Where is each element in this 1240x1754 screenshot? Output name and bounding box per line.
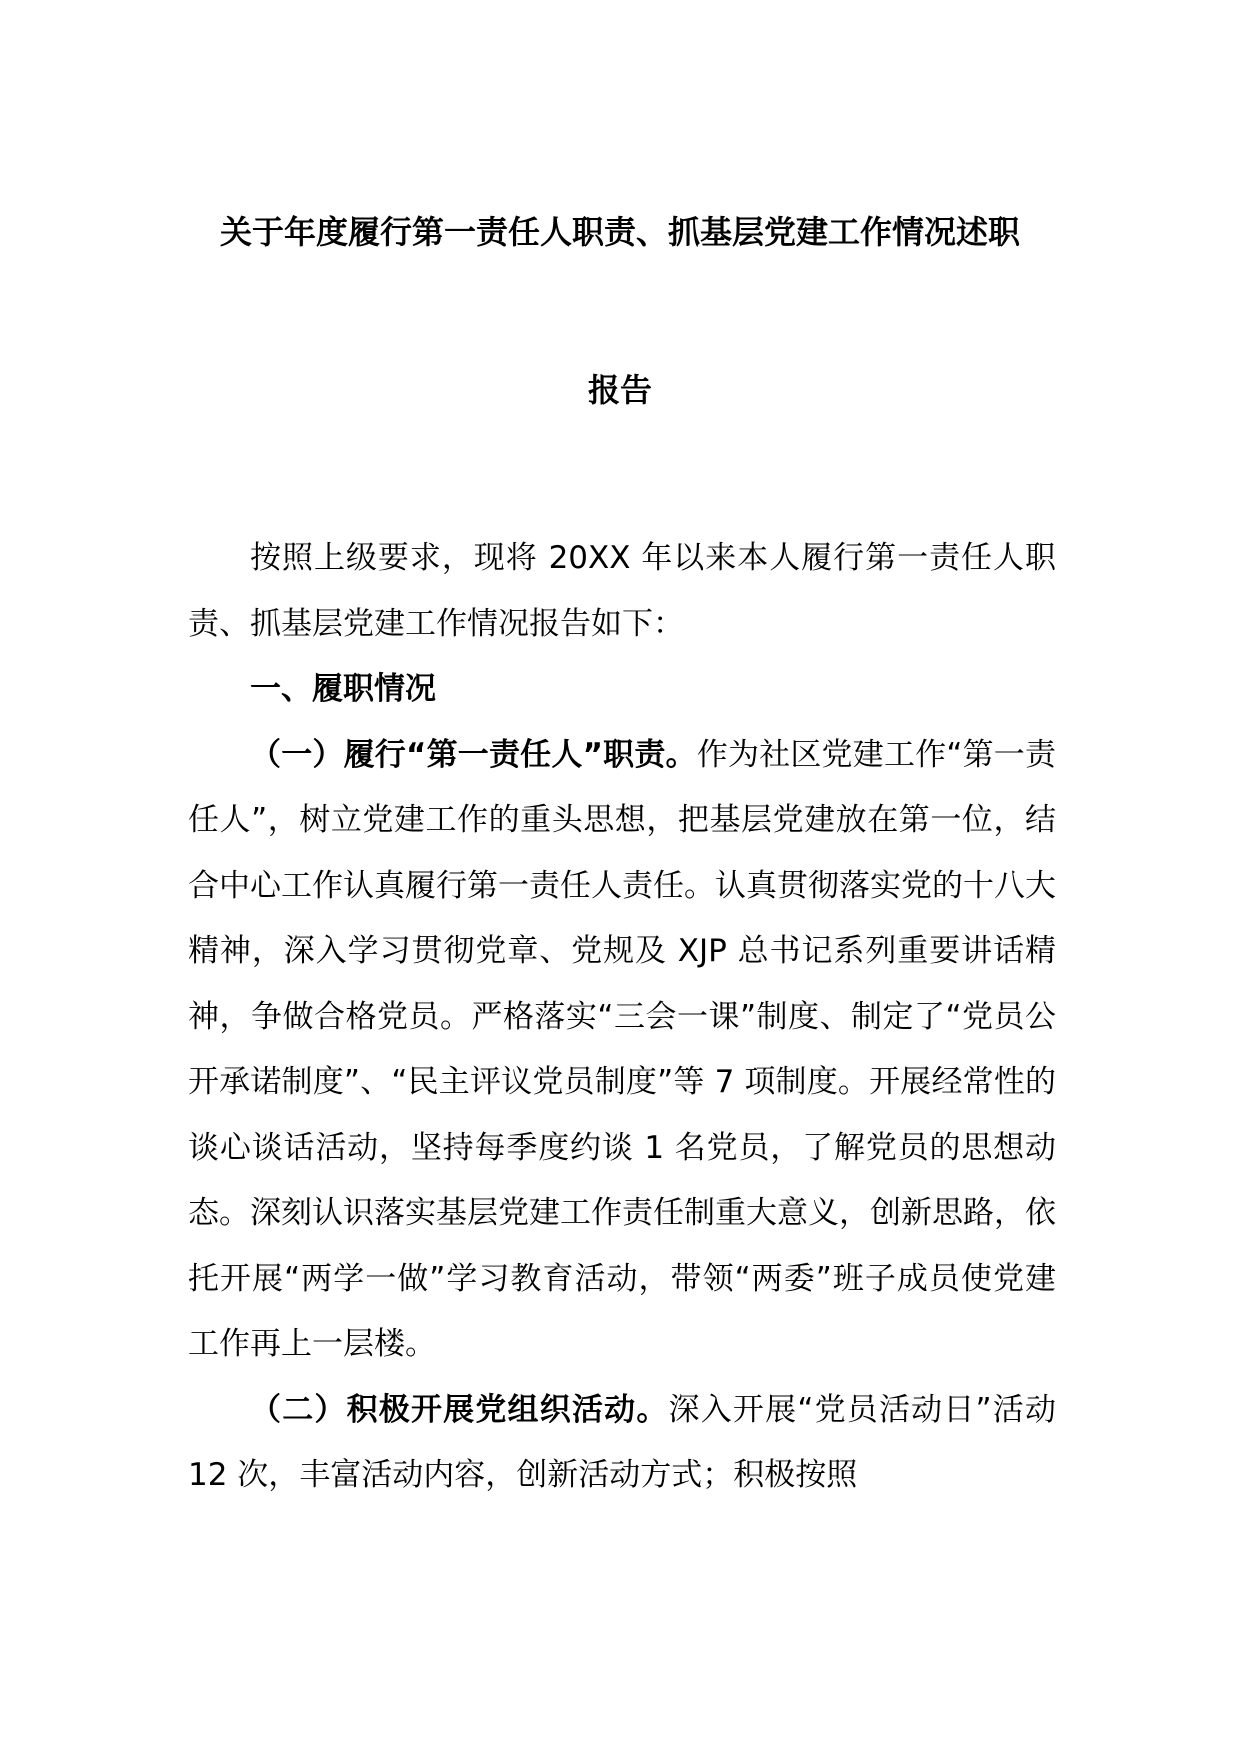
subsection-paragraph-1 <box>188 723 1056 1378</box>
subsection-body-2: 深入开展“党员活动日”活动 12 次，丰富活动内容，创新活动方式；积极按照 <box>188 1391 1057 1493</box>
intro-paragraph: 按照上级要求，现将 20XX 年以来本人履行第一责任人职责、抓基层党建工作情况报告如下： <box>188 540 1056 642</box>
document-title-continued: 报告 <box>587 371 652 409</box>
document-body <box>188 526 1056 1509</box>
subsection-heading-2: （二）积极开展党组织活动。 <box>250 1391 669 1428</box>
subsection-paragraph-2 <box>188 1378 1056 1509</box>
document-title: 关于年度履行第一责任人职责、抓基层党建工作情况述职 <box>219 213 1020 251</box>
section-heading: 一、履职情况 <box>250 671 436 707</box>
subsection-heading-1: （一）履行“第一责任人”职责。 <box>250 736 697 773</box>
subsection-body-1: 作为社区党建工作“第一责任人”，树立党建工作的重头思想，把基层党建放在第一位，结合中心工作认真履行第一责任人责任。认真贯彻落实党的十八大精神，深入学习贯彻党章、党规及 XJP 总书记系列重要讲话精神，争做合格党员。严格落实“三会一课”制度、制定了“党员公开承诺制度”、“民主评议党员制度”等 7 项制度。开展经常性的谈心谈话活动，坚持每季度约谈 1 名党员，了解党员的思想动态。深刻认识落实基层党建工作责任制重大意义，创新思路，依托开展“两学一做”学习教育活动，带领“两委”班子成员使党建工作再上一层楼。 <box>188 736 1057 1362</box>
